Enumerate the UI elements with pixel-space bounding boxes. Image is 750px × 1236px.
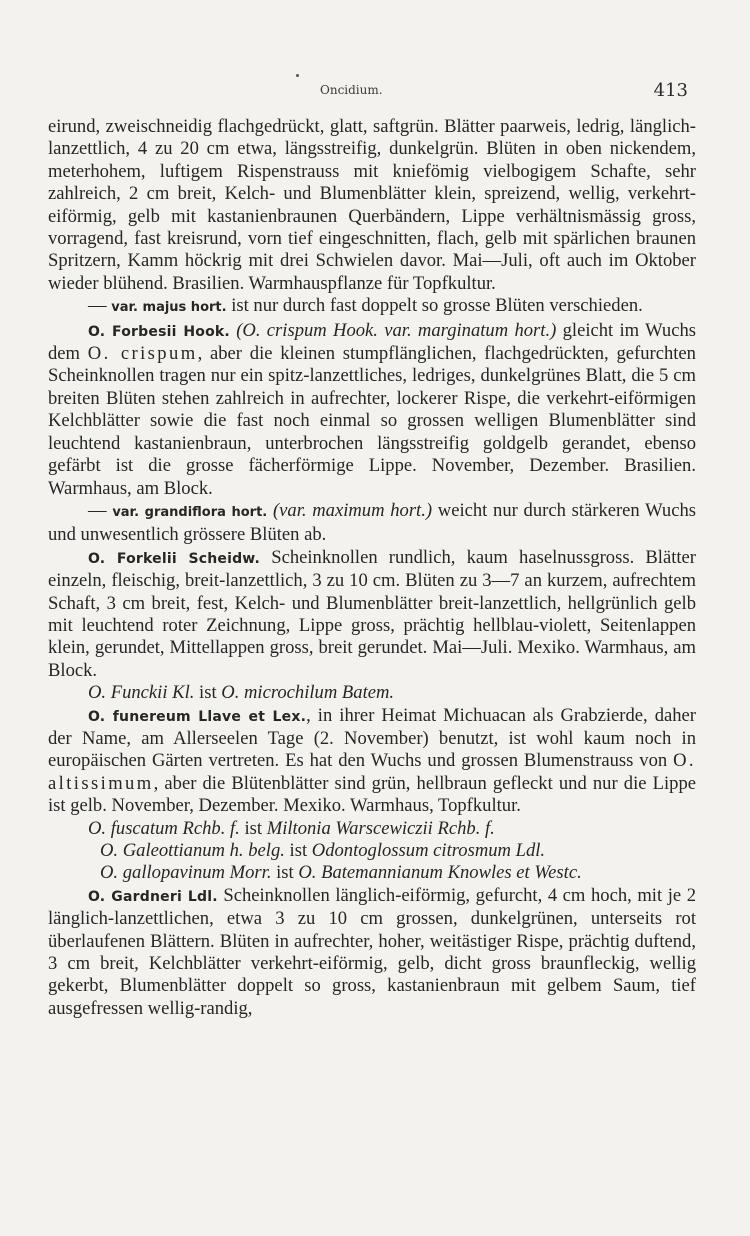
synonym: (var. maximum hort.) bbox=[272, 499, 433, 521]
species-name: O. Forbesii Hook. bbox=[88, 323, 230, 340]
synonym: (O. crispum Hook. var. marginatum hort.) bbox=[236, 319, 557, 341]
cross-reference: O. gallopavinum Morr. ist O. Batemannianum Knowles et Westc. bbox=[100, 862, 582, 884]
entry-gardneri: O. Gardneri Ldl. Scheinknollen länglich-eiförmig, gefurcht, 4 cm hoch, mit je 2 länglich-lanzettlichen, etwa 3 zu 10 cm grossen, dunkelgrünen, unterseits rot überlaufenen Blättern. Blüten in aufrechter, hoher, weitästiger Rispe, prächtig duftend, 3 cm breit, Kelchblätter verkehrt-eiförmig, gelb, dicht gross braunfleckig, wellig gekerbt, Blumenblätter doppelt so gross, kastanienbraun mit gelbem Saum, tief ausgefressen wellig-randig, bbox=[48, 884, 696, 1019]
cross-reference: O. Funckii Kl. ist O. microchilum Batem. bbox=[88, 682, 395, 704]
species-name: O. funereum Llave et Lex. bbox=[88, 708, 307, 725]
scan-speck bbox=[296, 74, 299, 77]
entry-forbesii: O. Forbesii Hook. (O. crispum Hook. var. marginatum hort.) gleicht im Wuchs dem O. crispum, aber die kleinen stumpflänglichen, flachgedrückten, gefurchten Scheinknollen tragen nur ein spitz-lanzettliches, ledriges, dunkelgrünes Blatt, die 5 cm breiten Blüten stehen zahlreich in aufrechter, lockerer Rispe, die verkehrt-eiförmigen Kelchblätter sowie die fast noch einmal so grossen welligen Blumenblätter sind leuchtend kastanienbraun, unterbrochen längsstreifig goldgelb gerandet, ebenso gefärbt ist die grosse fächerförmige Lippe. November, Dezember. Brasilien. Warmhaus, am Block. bbox=[48, 319, 696, 499]
cross-reference: O. Galeottianum h. belg. ist Odontoglossum citrosmum Ldl. bbox=[100, 840, 546, 861]
paragraph-continuation: eirund, zweischneidig flachgedrückt, glatt, saftgrün. Blätter paarweis, ledrig, länglich-lanzettlich, 4 zu 20 cm etwa, längsstreifig, dunkelgrün. Blüten in oben nickendem, meterhohem, luftigem Rispenstrauss mit kniefömig vielbogigem Schafte, sehr zahlreich, 2 cm breit, Kelch- und Blumenblätter klein, spreizend, wellig, verkehrt-eiförmig, gelb mit kastanienbraunen Querbändern, Lippe verhältnismässig gross, vorragend, fast kreisrund, vorn tief eingeschnitten, flach, gelb mit spärlichen braunen Spritzern, Kamm höckrig mit drei Schwielen davor. Mai—Juli, oft auch im Oktober wieder blühend. Brasilien. Warmhauspflanze für Topfkultur. bbox=[48, 116, 696, 294]
variety-grandiflora: — var. grandiflora hort. (var. maximum hort.) weicht nur durch stärkeren Wuchs und unwesentlich grössere Blüten ab. bbox=[48, 499, 696, 546]
body-text bbox=[48, 116, 696, 1020]
page-header bbox=[0, 80, 750, 104]
species-name: O. Forkelii Scheidw. bbox=[88, 550, 261, 567]
variety-majus: — var. majus hort. ist nur durch fast doppelt so grosse Blüten verschieden. bbox=[88, 295, 643, 317]
spaced-species: O. altissimum bbox=[48, 750, 696, 794]
spaced-species: O. crispum bbox=[87, 343, 198, 365]
entry-funereum: O. funereum Llave et Lex., in ihrer Heimat Michuacan als Grabzierde, daher der Name, am Allerseelen Tage (2. November) benutzt, ist wohl kaum noch in europäischen Gärten vertreten. Es hat den Wuchs und grossen Blumenstrauss von O. altissimum, aber die Blütenblätter sind grün, hellbraun gefleckt und nur die Lippe ist gelb. November, Dezember. Mexiko. Warmhaus, Topfkultur. bbox=[48, 704, 696, 817]
species-name: O. Gardneri Ldl. bbox=[88, 888, 218, 905]
entry-forkelii: O. Forkelii Scheidw. Scheinknollen rundlich, kaum haselnussgross. Blätter einzeln, fleischig, breit-lanzettlich, 3 zu 10 cm. Blüten zu 3—7 an kurzem, aufrechtem Schaft, 3 cm breit, fest, Kelch- und Blumenblätter breit-lanzettlich, hellgrünlich gelb mit leuchtend roter Zeichnung, Lippe gross, prächtig hellblau-violett, Seitenlappen klein, gerundet, Mittellappen gross, breit gerundet. Mai—Juli. Mexiko. Warmhaus, am Block. bbox=[48, 546, 696, 681]
page-number: 413 bbox=[653, 80, 688, 101]
variety-name: var. majus hort. bbox=[111, 300, 227, 316]
variety-name: var. grandiflora hort. bbox=[112, 504, 268, 520]
running-title: Oncidium. bbox=[320, 83, 383, 97]
cross-reference: O. fuscatum Rchb. f. ist Miltonia Warscewiczii Rchb. f. bbox=[88, 817, 495, 839]
